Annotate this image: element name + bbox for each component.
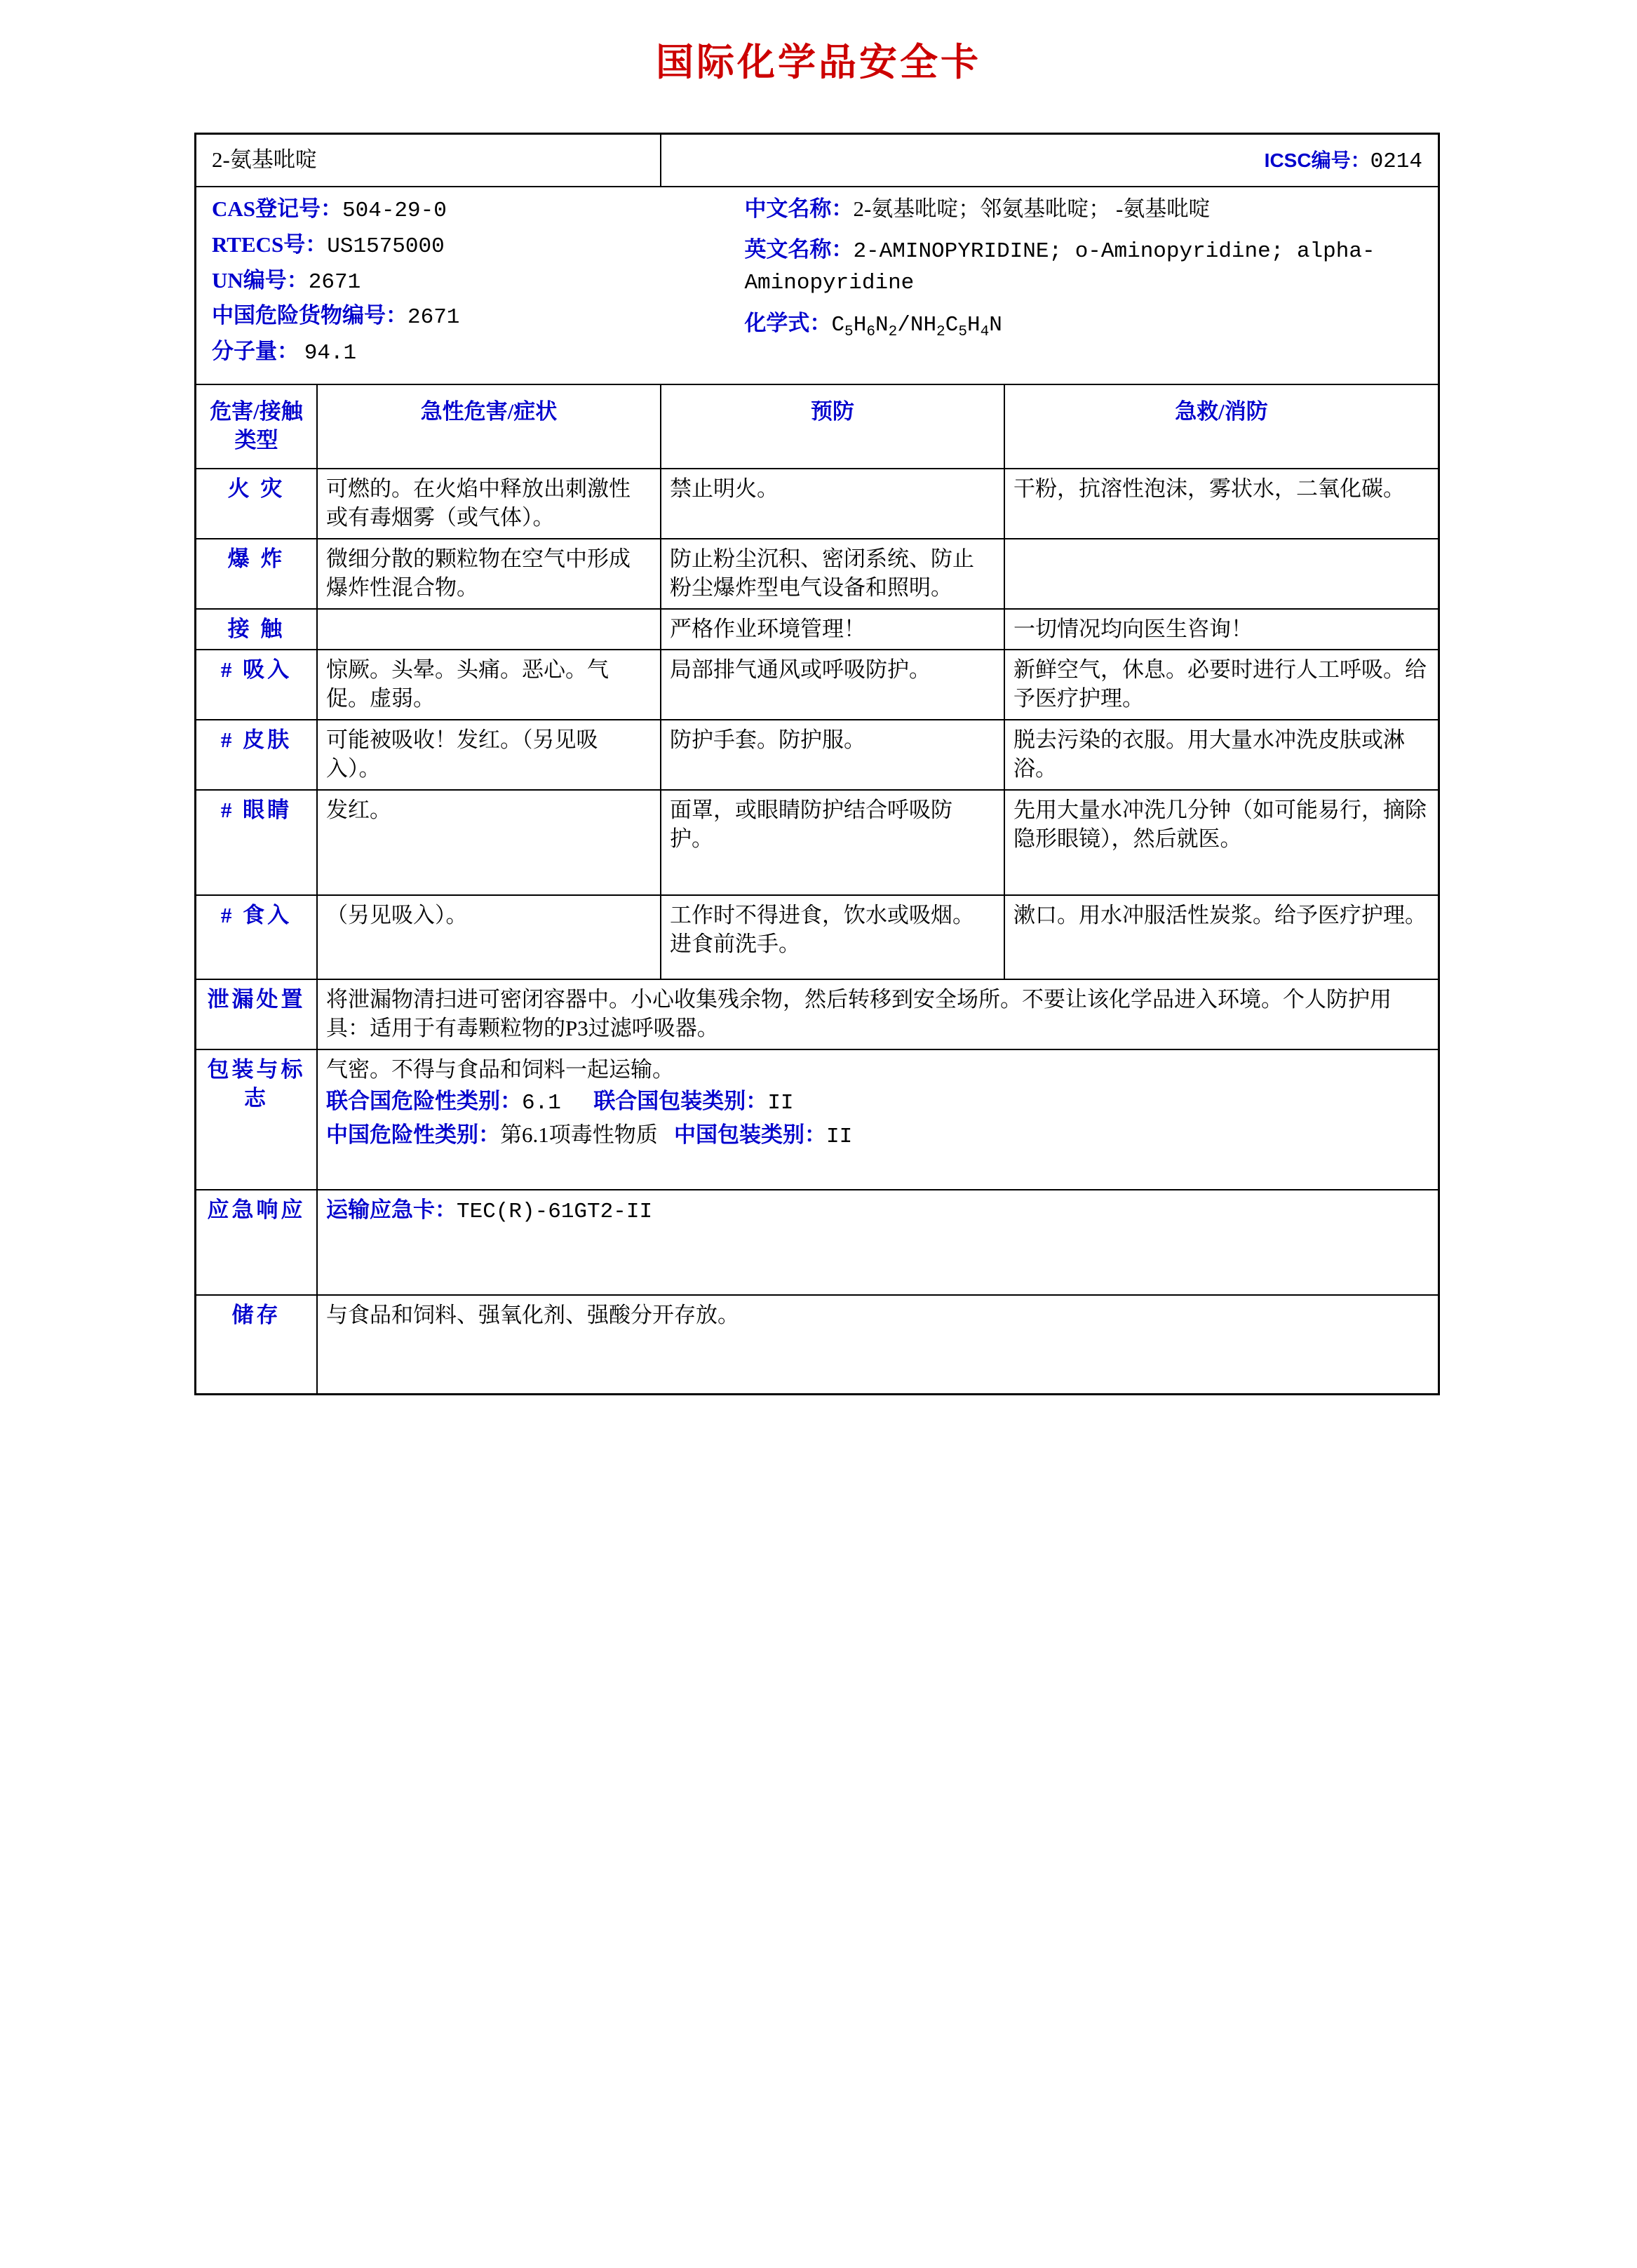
col-header-hazard-line2: 类型 xyxy=(234,428,278,453)
mw-value: 94.1 xyxy=(304,341,357,366)
un-label: UN编号： xyxy=(212,267,309,293)
row-label-explosion: 爆 炸 xyxy=(196,539,317,609)
row-inhalation-prevention: 局部排气通风或呼吸防护。 xyxy=(661,650,1004,720)
cn-hazard-value: 第6.1项毒性物质 xyxy=(500,1122,658,1147)
row-ingestion-acute: （另见吸入）。 xyxy=(317,895,661,979)
row-label-packaging: 包装与标志 xyxy=(196,1049,317,1190)
china-dangerous-row xyxy=(212,301,744,333)
en-name-value: 2-AMINOPYRIDINE; o-Aminopyridine; alpha-Aminopyridine xyxy=(744,239,1375,295)
row-label-ingestion: # 食入 xyxy=(196,895,317,979)
table-row xyxy=(196,469,1438,539)
en-name-row xyxy=(744,235,1422,298)
icsc-label: ICSC编号： xyxy=(1264,149,1370,171)
row-inhalation-firstaid: 新鲜空气，休息。必要时进行人工呼吸。给予医疗护理。 xyxy=(1004,650,1438,720)
china-dangerous-label: 中国危险货物编号： xyxy=(212,303,407,328)
china-dangerous-value: 2671 xyxy=(407,305,460,330)
table-row xyxy=(196,609,1438,650)
table-row xyxy=(196,720,1438,790)
row-fire-prevention: 禁止明火。 xyxy=(661,469,1004,539)
mw-row xyxy=(212,337,744,368)
icsc-page xyxy=(0,32,1637,2268)
emergency-cell xyxy=(317,1190,1438,1295)
icsc-table xyxy=(196,135,1438,1393)
row-ingestion-firstaid: 漱口。用水冲服活性炭浆。给予医疗护理。 xyxy=(1004,895,1438,979)
un-hazard-value: 6.1 xyxy=(522,1090,561,1115)
cn-name-row xyxy=(744,194,1422,224)
row-skin-prevention: 防护手套。防护服。 xyxy=(661,720,1004,790)
identity-left xyxy=(212,194,744,373)
row-label-fire: 火 灾 xyxy=(196,469,317,539)
cas-value: 504-29-0 xyxy=(342,198,447,223)
row-exposure-prevention: 严格作业环境管理！ xyxy=(661,609,1004,650)
formula-label: 化学式： xyxy=(744,311,832,336)
icsc-number-cell xyxy=(661,135,1438,187)
row-ingestion-prevention: 工作时不得进食，饮水或吸烟。进食前洗手。 xyxy=(661,895,1004,979)
row-label-exposure: 接 触 xyxy=(196,609,317,650)
col-header-acute: 急性危害/症状 xyxy=(317,384,661,469)
row-eyes-firstaid: 先用大量水冲洗几分钟（如可能易行，摘除隐形眼镜），然后就医。 xyxy=(1004,790,1438,895)
emergency-row xyxy=(196,1190,1438,1295)
spill-row xyxy=(196,979,1438,1049)
table-row xyxy=(196,539,1438,609)
storage-row xyxy=(196,1295,1438,1393)
icsc-card xyxy=(194,133,1440,1395)
packaging-row xyxy=(196,1049,1438,1190)
table-row xyxy=(196,650,1438,720)
identity-block xyxy=(196,187,1438,384)
packaging-cell xyxy=(317,1049,1438,1190)
packaging-cn-line xyxy=(326,1121,1429,1152)
row-exposure-acute xyxy=(317,609,661,650)
row-skin-acute: 可能被吸收！发红。（另见吸入）。 xyxy=(317,720,661,790)
row-eyes-acute: 发红。 xyxy=(317,790,661,895)
row-label-spill: 泄漏处置 xyxy=(196,979,317,1049)
column-header-row xyxy=(196,384,1438,469)
row-explosion-firstaid xyxy=(1004,539,1438,609)
identity-right xyxy=(744,194,1422,373)
un-pack-label: 联合国包装类别： xyxy=(593,1088,768,1113)
cn-name-value: 2-氨基吡啶；邻氨基吡啶； -氨基吡啶 xyxy=(853,196,1211,221)
storage-text: 与食品和饲料、强氧化剂、强酸分开存放。 xyxy=(317,1295,1438,1393)
transport-card-label: 运输应急卡： xyxy=(326,1197,457,1222)
cas-label: CAS登记号： xyxy=(212,196,343,221)
identity-row xyxy=(196,187,1438,384)
row-label-inhalation: # 吸入 xyxy=(196,650,317,720)
packaging-un-line xyxy=(326,1087,1429,1118)
icsc-number: 0214 xyxy=(1370,149,1422,174)
row-fire-acute: 可燃的。在火焰中释放出刺激性或有毒烟雾（或气体）。 xyxy=(317,469,661,539)
un-value: 2671 xyxy=(308,269,361,295)
cn-hazard-label: 中国危险性类别： xyxy=(326,1122,500,1147)
cn-name-label: 中文名称： xyxy=(744,196,854,221)
formula-value: $C_5H_6N_2/NH_2C_5H_4N$ xyxy=(831,313,1002,341)
row-label-emergency: 应急响应 xyxy=(196,1190,317,1295)
card-header-row xyxy=(196,135,1438,187)
en-name-label: 英文名称： xyxy=(744,236,854,262)
transport-card-value: TEC(R)-61GT2-II xyxy=(457,1199,653,1224)
spill-text: 将泄漏物清扫进可密闭容器中。小心收集残余物，然后转移到安全场所。不要让该化学品进入环境。个人防护用具：适用于有毒颗粒物的P3过滤呼吸器。 xyxy=(317,979,1438,1049)
mw-label: 分子量： xyxy=(212,339,299,364)
rtecs-row xyxy=(212,230,744,262)
row-explosion-prevention: 防止粉尘沉积、密闭系统、防止粉尘爆炸型电气设备和照明。 xyxy=(661,539,1004,609)
row-inhalation-acute: 惊厥。头晕。头痛。恶心。气促。虚弱。 xyxy=(317,650,661,720)
row-exposure-firstaid: 一切情况均向医生咨询！ xyxy=(1004,609,1438,650)
un-hazard-label: 联合国危险性类别： xyxy=(326,1088,522,1113)
un-pack-value: II xyxy=(767,1090,794,1115)
substance-name: 2-氨基吡啶 xyxy=(196,135,661,187)
col-header-hazard-type xyxy=(196,384,317,469)
row-label-eyes: # 眼睛 xyxy=(196,790,317,895)
col-header-prevention: 预防 xyxy=(661,384,1004,469)
row-eyes-prevention: 面罩，或眼睛防护结合呼吸防护。 xyxy=(661,790,1004,895)
rtecs-label: RTECS号： xyxy=(212,232,328,257)
packaging-line1: 气密。不得与食品和饲料一起运输。 xyxy=(326,1056,674,1082)
cn-pack-value: II xyxy=(826,1124,853,1149)
col-header-firstaid: 急救/消防 xyxy=(1004,384,1438,469)
page-title: 国际化学品安全卡 xyxy=(656,41,981,83)
cas-row xyxy=(212,194,744,226)
table-row xyxy=(196,790,1438,895)
col-header-hazard-line1: 危害/接触 xyxy=(210,399,303,424)
row-fire-firstaid: 干粉，抗溶性泡沫，雾状水，二氧化碳。 xyxy=(1004,469,1438,539)
row-label-storage: 储存 xyxy=(196,1295,317,1393)
row-label-skin: # 皮肤 xyxy=(196,720,317,790)
formula-row xyxy=(744,309,1422,342)
row-explosion-acute: 微细分散的颗粒物在空气中形成爆炸性混合物。 xyxy=(317,539,661,609)
row-skin-firstaid: 脱去污染的衣服。用大量水冲洗皮肤或淋浴。 xyxy=(1004,720,1438,790)
cn-pack-label: 中国包装类别： xyxy=(674,1122,826,1147)
table-row xyxy=(196,895,1438,979)
un-row xyxy=(212,266,744,297)
rtecs-value: US1575000 xyxy=(327,234,445,259)
